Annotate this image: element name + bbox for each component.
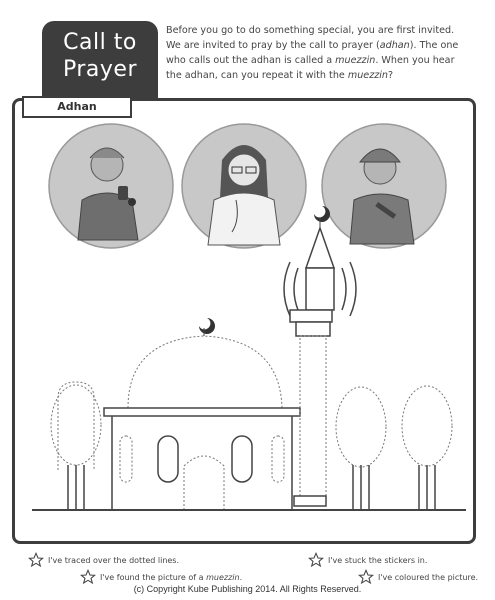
- minaret: [284, 206, 356, 506]
- checklist-found-label: I've found the picture of a muezzin.: [100, 572, 243, 582]
- checklist-item-traced[interactable]: [28, 552, 179, 568]
- intro-text-3: . When you hear the adhan, can you repeat it with the: [166, 55, 455, 81]
- checklist-item-stickers[interactable]: [308, 552, 427, 568]
- star-outline-icon: [28, 552, 44, 568]
- copyright-footer: (c) Copyright Kube Publishing 2014. All Rights Reserved.: [133, 584, 362, 594]
- intro-muezzin-word-2: muezzin: [347, 70, 389, 81]
- checklist-item-coloured[interactable]: [358, 569, 478, 585]
- checklist-traced-label: I've traced over the dotted lines.: [48, 555, 180, 565]
- checklist-coloured-label: I've coloured the picture.: [378, 572, 479, 582]
- intro-text-2: ). The one who calls out the adhan is called a: [166, 40, 459, 66]
- checklist-item-found[interactable]: [80, 569, 242, 585]
- checklist-stickers-label: I've stuck the stickers in.: [328, 555, 428, 565]
- builder-circle: [322, 124, 446, 248]
- intro-text-4: ?: [388, 70, 394, 81]
- intro-muezzin-word: muezzin: [335, 55, 376, 66]
- dome-crescent-icon: [199, 318, 215, 334]
- intro-adhan-word: adhan: [379, 40, 410, 51]
- muezzin-circle: [49, 124, 173, 248]
- title-line-1: Call to: [63, 30, 137, 55]
- star-outline-icon: [358, 569, 374, 585]
- title-line-2: Prayer: [62, 57, 137, 82]
- star-outline-icon: [308, 552, 324, 568]
- minaret-crescent-icon: [314, 206, 330, 222]
- star-outline-icon: [80, 569, 96, 585]
- section-label-text: Adhan: [57, 100, 97, 113]
- intro-text-1: Before you go to do something special, you are first invited. We are invited to pray by the call to prayer (: [166, 25, 455, 51]
- doctor-circle: [182, 124, 306, 248]
